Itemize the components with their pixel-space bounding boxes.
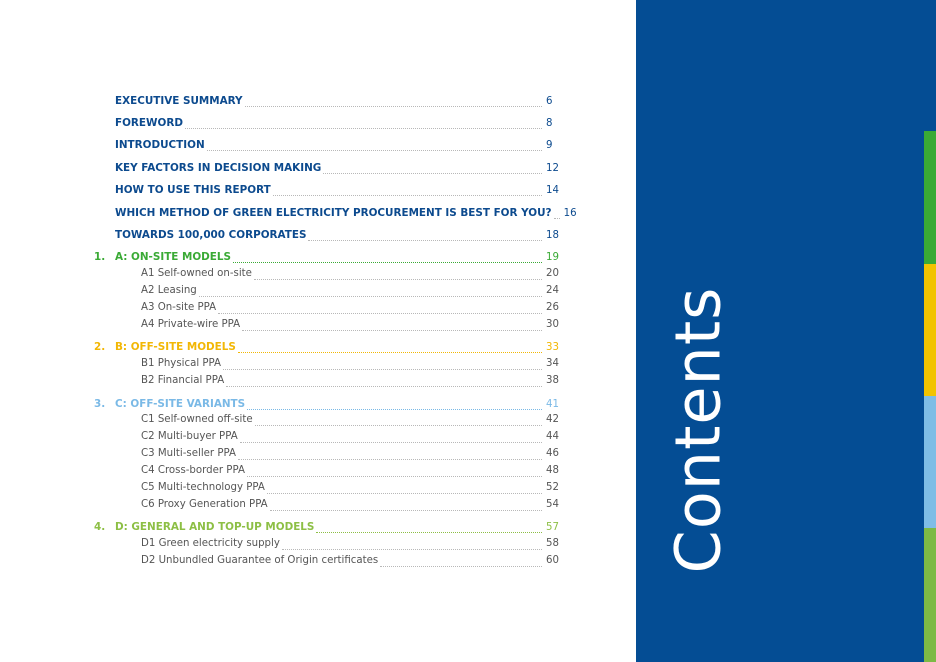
panel-title: Contents xyxy=(661,286,735,574)
toc-page-number: 57 xyxy=(546,522,559,533)
toc-page-number: 38 xyxy=(546,375,559,386)
toc-section[interactable] xyxy=(94,251,564,267)
toc-title: C5 Multi-technology PPA xyxy=(141,482,265,493)
dot-leader xyxy=(255,424,542,426)
toc-subitem[interactable] xyxy=(94,268,564,284)
toc-subitem[interactable] xyxy=(94,499,564,515)
dot-leader xyxy=(238,458,542,460)
toc-title: HOW TO USE THIS REPORT xyxy=(115,184,271,196)
dot-leader xyxy=(247,475,542,477)
toc-section[interactable] xyxy=(94,341,564,357)
toc-page-number: 41 xyxy=(546,399,559,410)
toc-page-number: 19 xyxy=(546,252,559,263)
toc-title: B1 Physical PPA xyxy=(141,358,221,369)
dot-leader xyxy=(323,172,542,174)
toc-title: D1 Green electricity supply xyxy=(141,538,280,549)
toc-page-number: 54 xyxy=(546,499,559,510)
dot-leader xyxy=(554,217,560,219)
dot-leader xyxy=(238,351,542,353)
color-strip-yellow xyxy=(924,264,936,396)
dot-leader xyxy=(242,329,542,331)
toc-title: FOREWORD xyxy=(115,117,183,129)
dot-leader xyxy=(380,565,542,567)
toc-subitem[interactable] xyxy=(94,285,564,301)
toc-subitem[interactable] xyxy=(94,555,564,571)
toc-page-number: 44 xyxy=(546,431,559,442)
toc-title: INTRODUCTION xyxy=(115,139,205,151)
dot-leader xyxy=(233,261,542,263)
toc-subitem[interactable] xyxy=(94,319,564,335)
dot-leader xyxy=(185,127,542,129)
toc-title: A: ON-SITE MODELS xyxy=(115,251,232,263)
toc-subitem[interactable] xyxy=(94,465,564,481)
toc-subitem[interactable] xyxy=(94,375,564,391)
dot-leader xyxy=(247,408,542,410)
toc-entry[interactable] xyxy=(94,207,577,223)
toc-page-number: 8 xyxy=(546,118,553,129)
toc-page-number: 42 xyxy=(546,414,559,425)
toc-number: 1. xyxy=(94,251,106,263)
toc-number: 4. xyxy=(94,521,106,533)
toc-title: D2 Unbundled Guarantee of Origin certificates xyxy=(141,555,379,566)
toc-page-number: 30 xyxy=(546,319,559,330)
toc-title: C6 Proxy Generation PPA xyxy=(141,499,268,510)
toc-number: 3. xyxy=(94,398,106,410)
toc-page-number: 34 xyxy=(546,358,559,369)
toc-page-number: 20 xyxy=(546,268,559,279)
dot-leader xyxy=(273,194,542,196)
toc-title: EXECUTIVE SUMMARY xyxy=(115,95,243,107)
color-strip-light-blue xyxy=(924,396,936,528)
toc-page-number: 6 xyxy=(546,96,553,107)
toc-entry[interactable] xyxy=(94,162,564,178)
toc-page-number: 60 xyxy=(546,555,559,566)
color-strip-lime xyxy=(924,528,936,662)
dot-leader xyxy=(223,368,542,370)
toc-entry[interactable] xyxy=(94,184,564,200)
dot-leader xyxy=(316,531,542,533)
toc-entry[interactable] xyxy=(94,139,564,155)
toc-page-number: 24 xyxy=(546,285,559,296)
toc-title: B2 Financial PPA xyxy=(141,375,225,386)
toc-title: C1 Self-owned off-site xyxy=(141,414,253,425)
toc-title: TOWARDS 100,000 CORPORATES xyxy=(115,229,307,241)
toc-title: C: OFF-SITE VARIANTS xyxy=(115,398,246,410)
toc-subitem[interactable] xyxy=(94,482,564,498)
toc-subitem[interactable] xyxy=(94,302,564,318)
toc-entry[interactable] xyxy=(94,117,564,133)
toc-subitem[interactable] xyxy=(94,358,564,374)
color-strip-green xyxy=(924,131,936,264)
toc-section[interactable] xyxy=(94,521,564,537)
toc-title: C4 Cross-border PPA xyxy=(141,465,245,476)
dot-leader xyxy=(218,312,542,314)
dot-leader xyxy=(270,509,542,511)
toc-title: A3 On-site PPA xyxy=(141,302,217,313)
dot-leader xyxy=(199,295,542,297)
toc-page-number: 26 xyxy=(546,302,559,313)
toc-subitem[interactable] xyxy=(94,448,564,464)
toc-subitem[interactable] xyxy=(94,414,564,430)
toc-page-number: 12 xyxy=(546,163,559,174)
toc-title: A2 Leasing xyxy=(141,285,197,296)
dot-leader xyxy=(226,385,542,387)
toc-entry[interactable] xyxy=(94,95,564,111)
toc-page-number: 14 xyxy=(546,185,559,196)
toc-number: 2. xyxy=(94,341,106,353)
toc-page-number: 18 xyxy=(546,230,559,241)
toc-title: KEY FACTORS IN DECISION MAKING xyxy=(115,162,322,174)
toc-title: A1 Self-owned on-site xyxy=(141,268,252,279)
toc-title: WHICH METHOD OF GREEN ELECTRICITY PROCUREMENT IS BEST FOR YOU? xyxy=(115,207,552,219)
toc-subitem[interactable] xyxy=(94,431,564,447)
toc-subitem[interactable] xyxy=(94,538,564,554)
toc-page-number: 58 xyxy=(546,538,559,549)
toc-page-number: 9 xyxy=(546,140,553,151)
toc-page-number: 46 xyxy=(546,448,559,459)
toc-page-number: 48 xyxy=(546,465,559,476)
dot-leader xyxy=(282,548,542,550)
dot-leader xyxy=(207,149,542,151)
toc-title: C3 Multi-seller PPA xyxy=(141,448,236,459)
toc-page-number: 52 xyxy=(546,482,559,493)
dot-leader xyxy=(240,441,542,443)
toc-title: B: OFF-SITE MODELS xyxy=(115,341,236,353)
dot-leader xyxy=(308,239,542,241)
toc-page-number: 16 xyxy=(563,208,577,219)
dot-leader xyxy=(245,105,542,107)
toc-section[interactable] xyxy=(94,398,564,414)
dot-leader xyxy=(267,492,542,494)
toc-page-number: 33 xyxy=(546,342,559,353)
toc-title: D: GENERAL AND TOP-UP MODELS xyxy=(115,521,315,533)
toc-entry[interactable] xyxy=(94,229,564,245)
dot-leader xyxy=(254,278,542,280)
toc-title: C2 Multi-buyer PPA xyxy=(141,431,238,442)
toc-title: A4 Private-wire PPA xyxy=(141,319,241,330)
color-strip-blue xyxy=(924,0,936,131)
